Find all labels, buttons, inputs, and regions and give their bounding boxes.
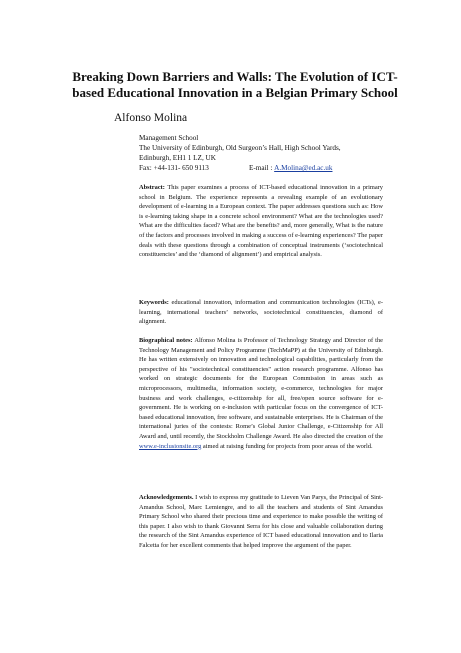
keywords-label: Keywords: <box>139 299 169 306</box>
keywords-section <box>139 298 383 327</box>
affiliation-school: Management School <box>139 134 199 142</box>
keywords-text: educational innovation, information and communication technologies (ICTs), e-learning, international teachers’ networks, sociotechnical constituencies, diamond of alignment. <box>139 299 383 326</box>
email-link[interactable]: A.Molina@ed.ac.uk <box>274 164 333 172</box>
paper-title: Breaking Down Barriers and Walls: The Evolution of ICT-based Educational Innovation in a Belgian Primary School <box>72 69 398 100</box>
author-affiliation <box>139 133 389 173</box>
affiliation-address-line-2: Edinburgh, EH1 1 LZ, UK <box>139 154 216 162</box>
website-link[interactable]: www.e-inclusionsite.org <box>139 442 202 450</box>
email-label: E-mail : <box>249 164 273 172</box>
fax-number: Fax: +44-131- 650 9113 <box>139 164 209 172</box>
abstract-section <box>139 183 383 260</box>
author-name: Alfonso Molina <box>114 112 188 124</box>
acknowledgements-section <box>139 493 383 551</box>
abstract-label: Abstract: <box>139 184 165 191</box>
contact-row <box>139 163 389 173</box>
biographical-notes-section <box>139 336 383 451</box>
bio-text: Alfonso Molina is Professor of Technology Strategy and Director of the Technology Management and Policy Programme (TechMaPP) at the University of Edinburgh. He has written extensively on innovation and technological capabilities, particularly from the perspective of his "sociotechnical constituencies" action research programme. Alfonso has worked on strategic documents for the European Commission in areas such as microprocessors, multimedia, information society, e-commerce, technologies for major business and work challenges, e-citizenship for all, free/open source software for e-government. He is working on e-inclusion with particular focus on the convergence of ICT-based educational innovation, free software, and sustainable enterprises. He is Chairman of the international juries of the contests: Rome’s Global Junior Challenge, e-Citizenship for All Award and, until recently, the Stockholm Challenge Award. He also directed the creation of the <box>139 337 383 440</box>
acknowledgements-label: Acknowledgements. <box>139 494 194 501</box>
bio-label: Biographical notes: <box>139 337 193 344</box>
acknowledgements-text: I wish to express my gratitude to Lieven Van Parys, the Principal of Sint-Amandus School, Marc Lemiengre, and to all the teachers and students of Sint Amandus Primary School who shared their precious time and experience to make possible the writing of this paper. I also wish to thank Giovanni Serra for his close and valuable collaboration during the research of the Sint Amandus experience of ICT based educational innovation and to Ilaria Falcetta for her excellent comments that helped improve the argument of the paper. <box>139 494 383 549</box>
abstract-text: This paper examines a process of ICT-based educational innovation in a primary school in Belgium. The experience represents a revealing example of an evolutionary development of e-learning in a European context. The paper addresses questions such as: How is e-learning taking shape in a concrete school environment? What are the technologies used? What are the difficulties faced? What are the benefits? and, more generally, What is the nature of the factors and processes involved in making a success of e-learning experiences? The paper deals with these questions through a combination of conceptual instruments (‘sociotechnical constituencies’ and the ‘diamond of alignment’) and empirical analysis. <box>139 184 383 259</box>
affiliation-address-line-1: The University of Edinburgh, Old Surgeon’s Hall, High School Yards, <box>139 144 341 152</box>
bio-text-end: aimed at raising funding for projects from poor areas of the world. <box>202 442 373 450</box>
